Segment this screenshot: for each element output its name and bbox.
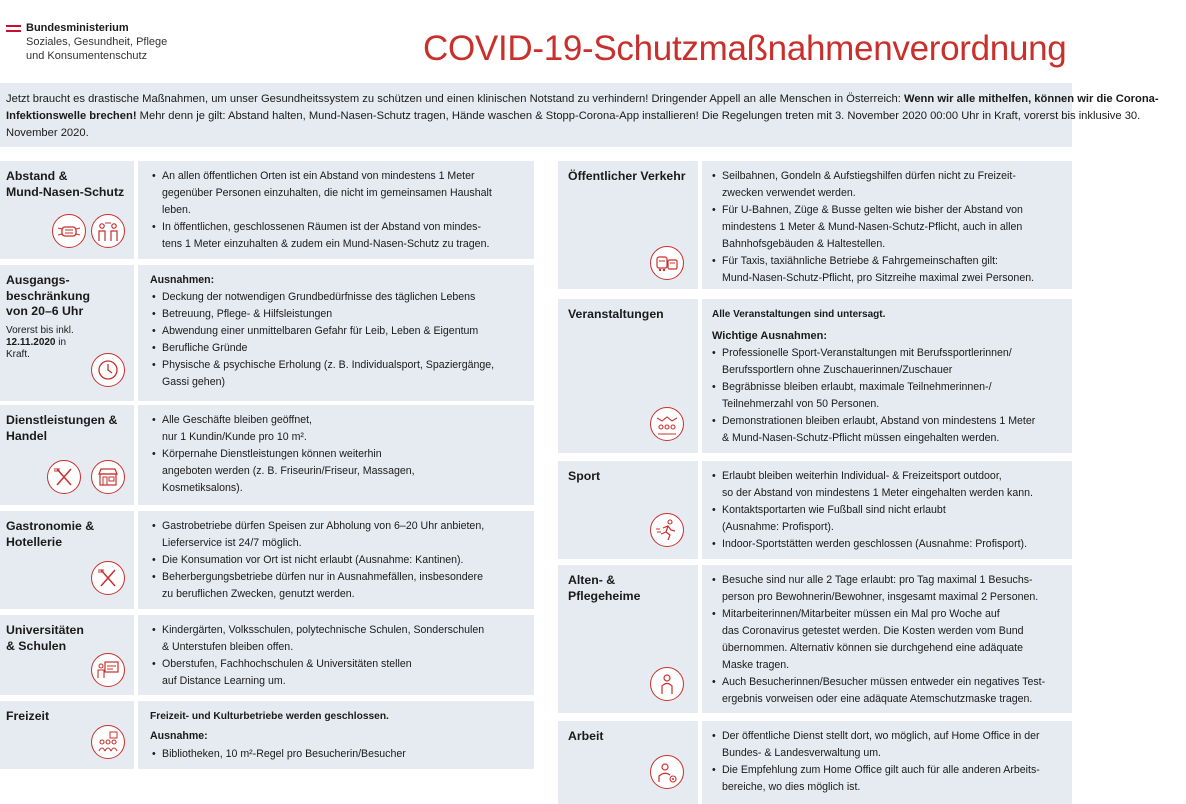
list-item: • Gastrobetriebe dürfen Speisen zur Abholung von 6–20 Uhr anbieten, Lieferservice ist 24/7 möglich.: [150, 518, 534, 552]
list-item: • Die Empfehlung zum Home Office gilt auch für alle anderen Arbeits- bereiche, wo dies möglich ist.: [710, 762, 1072, 796]
list-item: • Mitarbeiterinnen/Mitarbeiter müssen ein Mal pro Woche auf das Coronavirus getestet werden. Die Kosten werden vom Bund übernommen. Alternativ können sie durchgehend eine adäquate Maske tragen.: [710, 606, 1072, 674]
section-label-arbeit: Arbeit: [558, 721, 698, 804]
bullet-list-ausgang: [150, 289, 534, 391]
clock-icon: [91, 353, 125, 387]
list-item: • Beherbergungsbetriebe dürfen nur in Ausnahmefällen, insbesondere zu beruflichen Zwecken, genutzt werden.: [150, 569, 534, 603]
list-item: • Für Taxis, taxiähnliche Betriebe & Fahrgemeinschaften gilt: Mund-Nasen-Schutz-Pflicht, pro Sitzreihe maximal zwei Personen.: [710, 253, 1072, 287]
list-item: • Der öffentliche Dienst stellt dort, wo möglich, auf Home Office in der Bundes- & Landesverwaltung um.: [710, 728, 1072, 762]
section-body-verkehr: [702, 161, 1072, 289]
list-item: • Abwendung einer unmittelbaren Gefahr für Leib, Leben & Eigentum: [150, 323, 534, 340]
list-item: • Physische & psychische Erholung (z. B. Individualsport, Spaziergänge, Gassi gehen): [150, 357, 534, 391]
intro-text: Jetzt braucht es drastische Maßnahmen, um unser Gesundheitssystem zu schützen und einen klinischen Notstand zu verhindern! Dringender Appell an alle Menschen in Österreich: Wenn wir alle mithelfen, können wir die Corona-Infektionswelle brechen! Mehr denn je gilt: Abstand halten, Mund-Nasen-Schutz tragen, Hände waschen & Stopp-Corona-App installieren! Die Regelungen treten mit 3. November 2020 00:00 Uhr in Kraft, vorerst bis inklusive 30. November 2020.: [6, 93, 1159, 139]
list-item: • Die Konsumation vor Ort ist nicht erlaubt (Ausnahme: Kantinen).: [150, 552, 534, 569]
list-item: • Kindergärten, Volksschulen, polytechnische Schulen, Sonderschulen & Unterstufen bleiben offen.: [150, 622, 534, 656]
section-body-dienst: [138, 405, 534, 505]
ministry-name-line2: Soziales, Gesundheit, Pflege: [26, 36, 168, 48]
freizeit-heading-2: Ausnahme:: [150, 730, 208, 742]
section-label-sport: Sport: [558, 461, 698, 559]
section-body-gastro: [138, 511, 534, 609]
list-item: • Für U-Bahnen, Züge & Busse gelten wie bisher der Abstand von mindestens 1 Meter & Mund-Nasen-Schutz-Pflicht, auch in allen Bahnhofsgebäuden & Haltestellen.: [710, 202, 1072, 253]
list-item: • Bibliotheken, 10 m²-Regel pro Besucherin/Besucher: [150, 746, 534, 763]
bullet-list-verkehr: [710, 168, 1072, 287]
list-item: • Erlaubt bleiben weiterhin Individual- & Freizeitsport outdoor, so der Abstand von mindestens 1 Meter eingehalten werden kann.: [710, 468, 1072, 502]
bullet-list-uni: [150, 622, 534, 690]
austria-flag-icon: [6, 25, 21, 32]
section-body-alten: [702, 565, 1072, 713]
worker-gear-icon: [650, 755, 684, 789]
list-item: • Berufliche Gründe: [150, 340, 534, 357]
list-item: • Betreuung, Pflege- & Hilfsleistungen: [150, 306, 534, 323]
running-person-icon: [650, 513, 684, 547]
list-item: • Oberstufen, Fachhochschulen & Universitäten stellen auf Distance Learning um.: [150, 656, 534, 690]
section-body-arbeit: [702, 721, 1072, 804]
bullet-list-alten: [710, 572, 1072, 708]
bullet-list-gastro: [150, 518, 534, 603]
page-title: COVID-19-Schutzmaßnahmenverordnung: [423, 29, 1067, 68]
section-body-sport: [702, 461, 1072, 559]
list-item: • Demonstrationen bleiben erlaubt, Abstand von mindestens 1 Meter & Mund-Nasen-Schutz-Pflicht müssen eingehalten werden.: [710, 413, 1072, 447]
veranst-heading-2: Wichtige Ausnahmen:: [712, 330, 828, 342]
list-item: • Begräbnisse bleiben erlaubt, maximale Teilnehmerinnen-/ Teilnehmerzahl von 50 Personen.: [710, 379, 1072, 413]
fork-knife-crossed-icon: [91, 561, 125, 595]
veranst-heading: Alle Veranstaltungen sind untersagt.: [712, 309, 886, 320]
list-item: • Seilbahnen, Gondeln & Aufstiegshilfen dürfen nicht zu Freizeit- zwecken verwendet werden.: [710, 168, 1072, 202]
ministry-name-line3: und Konsumentenschutz: [26, 50, 148, 62]
school-board-icon: [91, 653, 125, 687]
section-label-abstand: Abstand & Mund-Nasen-Schutz: [0, 161, 134, 259]
section-label-ausgang: Ausgangs- beschränkung von 20–6 Uhr Vorerst bis inkl. 12.11.2020 in Kraft.: [0, 265, 134, 401]
elderly-person-icon: [650, 667, 684, 701]
event-crowd-icon: [650, 407, 684, 441]
section-label-dienst: Dienstleistungen & Handel: [0, 405, 134, 505]
list-item: • Körpernahe Dienstleistungen können weiterhin angeboten werden (z. B. Friseurin/Friseur, Massagen, Kosmetiksalons).: [150, 446, 534, 497]
section-label-freizeit: Freizeit: [0, 701, 134, 769]
bullet-list-sport: [710, 468, 1072, 553]
section-body-abstand: [138, 161, 534, 259]
list-item: • Indoor-Sportstätten werden geschlossen (Ausnahme: Profisport).: [710, 536, 1072, 553]
list-item: • Professionelle Sport-Veranstaltungen mit Berufssportlerinnen/ Berufssportlern ohne Zuschauerinnen/Zuschauer: [710, 345, 1072, 379]
fork-knife-crossed-icon: [47, 460, 81, 494]
bullet-list-veranst: [710, 345, 1072, 447]
section-body-freizeit: [138, 701, 534, 769]
ausgang-heading: Ausnahmen:: [150, 274, 215, 286]
section-label-veranst: Veranstaltungen: [558, 299, 698, 453]
section-body-ausgang: [138, 265, 534, 401]
section-label-alten: Alten- & Pflegeheime: [558, 565, 698, 713]
bullet-list-abstand: [150, 168, 534, 253]
ministry-name-line1: Bundesministerium: [26, 22, 129, 34]
list-item: • Auch Besucherinnen/Besucher müssen entweder ein negatives Test- ergebnis vorweisen oder eine adäquate Atemschutzmaske tragen.: [710, 674, 1072, 708]
section-label-verkehr: Öffentlicher Verkehr: [558, 161, 698, 289]
bullet-list-arbeit: [710, 728, 1072, 796]
shop-icon: [91, 460, 125, 494]
freizeit-heading: Freizeit- und Kulturbetriebe werden geschlossen.: [150, 711, 389, 722]
list-item: • Besuche sind nur alle 2 Tage erlaubt: pro Tag maximal 1 Besuchs- person pro Bewohnerin/Bewohner, insgesamt maximal 2 Personen.: [710, 572, 1072, 606]
distance-people-icon: [91, 214, 125, 248]
list-item: • In öffentlichen, geschlossenen Räumen ist der Abstand von mindes- tens 1 Meter einzuhalten & zudem ein Mund-Nasen-Schutz zu tragen.: [150, 219, 534, 253]
face-mask-icon: [52, 214, 86, 248]
section-body-veranst: [702, 299, 1072, 453]
section-label-uni: Universitäten & Schulen: [0, 615, 134, 695]
list-item: • Deckung der notwendigen Grundbedürfnisse des täglichen Lebens: [150, 289, 534, 306]
bullet-list-freizeit: [150, 746, 534, 763]
leisure-people-icon: [91, 725, 125, 759]
section-label-gastro: Gastronomie & Hotellerie: [0, 511, 134, 609]
list-item: • An allen öffentlichen Orten ist ein Abstand von mindestens 1 Meter gegenüber Personen einzuhalten, die nicht im gemeinsamen Haushalt leben.: [150, 168, 534, 219]
intro-banner: [0, 83, 1159, 147]
list-item: • Kontaktsportarten wie Fußball sind nicht erlaubt (Ausnahme: Profisport).: [710, 502, 1072, 536]
bus-train-icon: [650, 246, 684, 280]
section-body-uni: [138, 615, 534, 695]
list-item: • Alle Geschäfte bleiben geöffnet, nur 1 Kundin/Kunde pro 10 m².: [150, 412, 534, 446]
bullet-list-dienst: [150, 412, 534, 497]
